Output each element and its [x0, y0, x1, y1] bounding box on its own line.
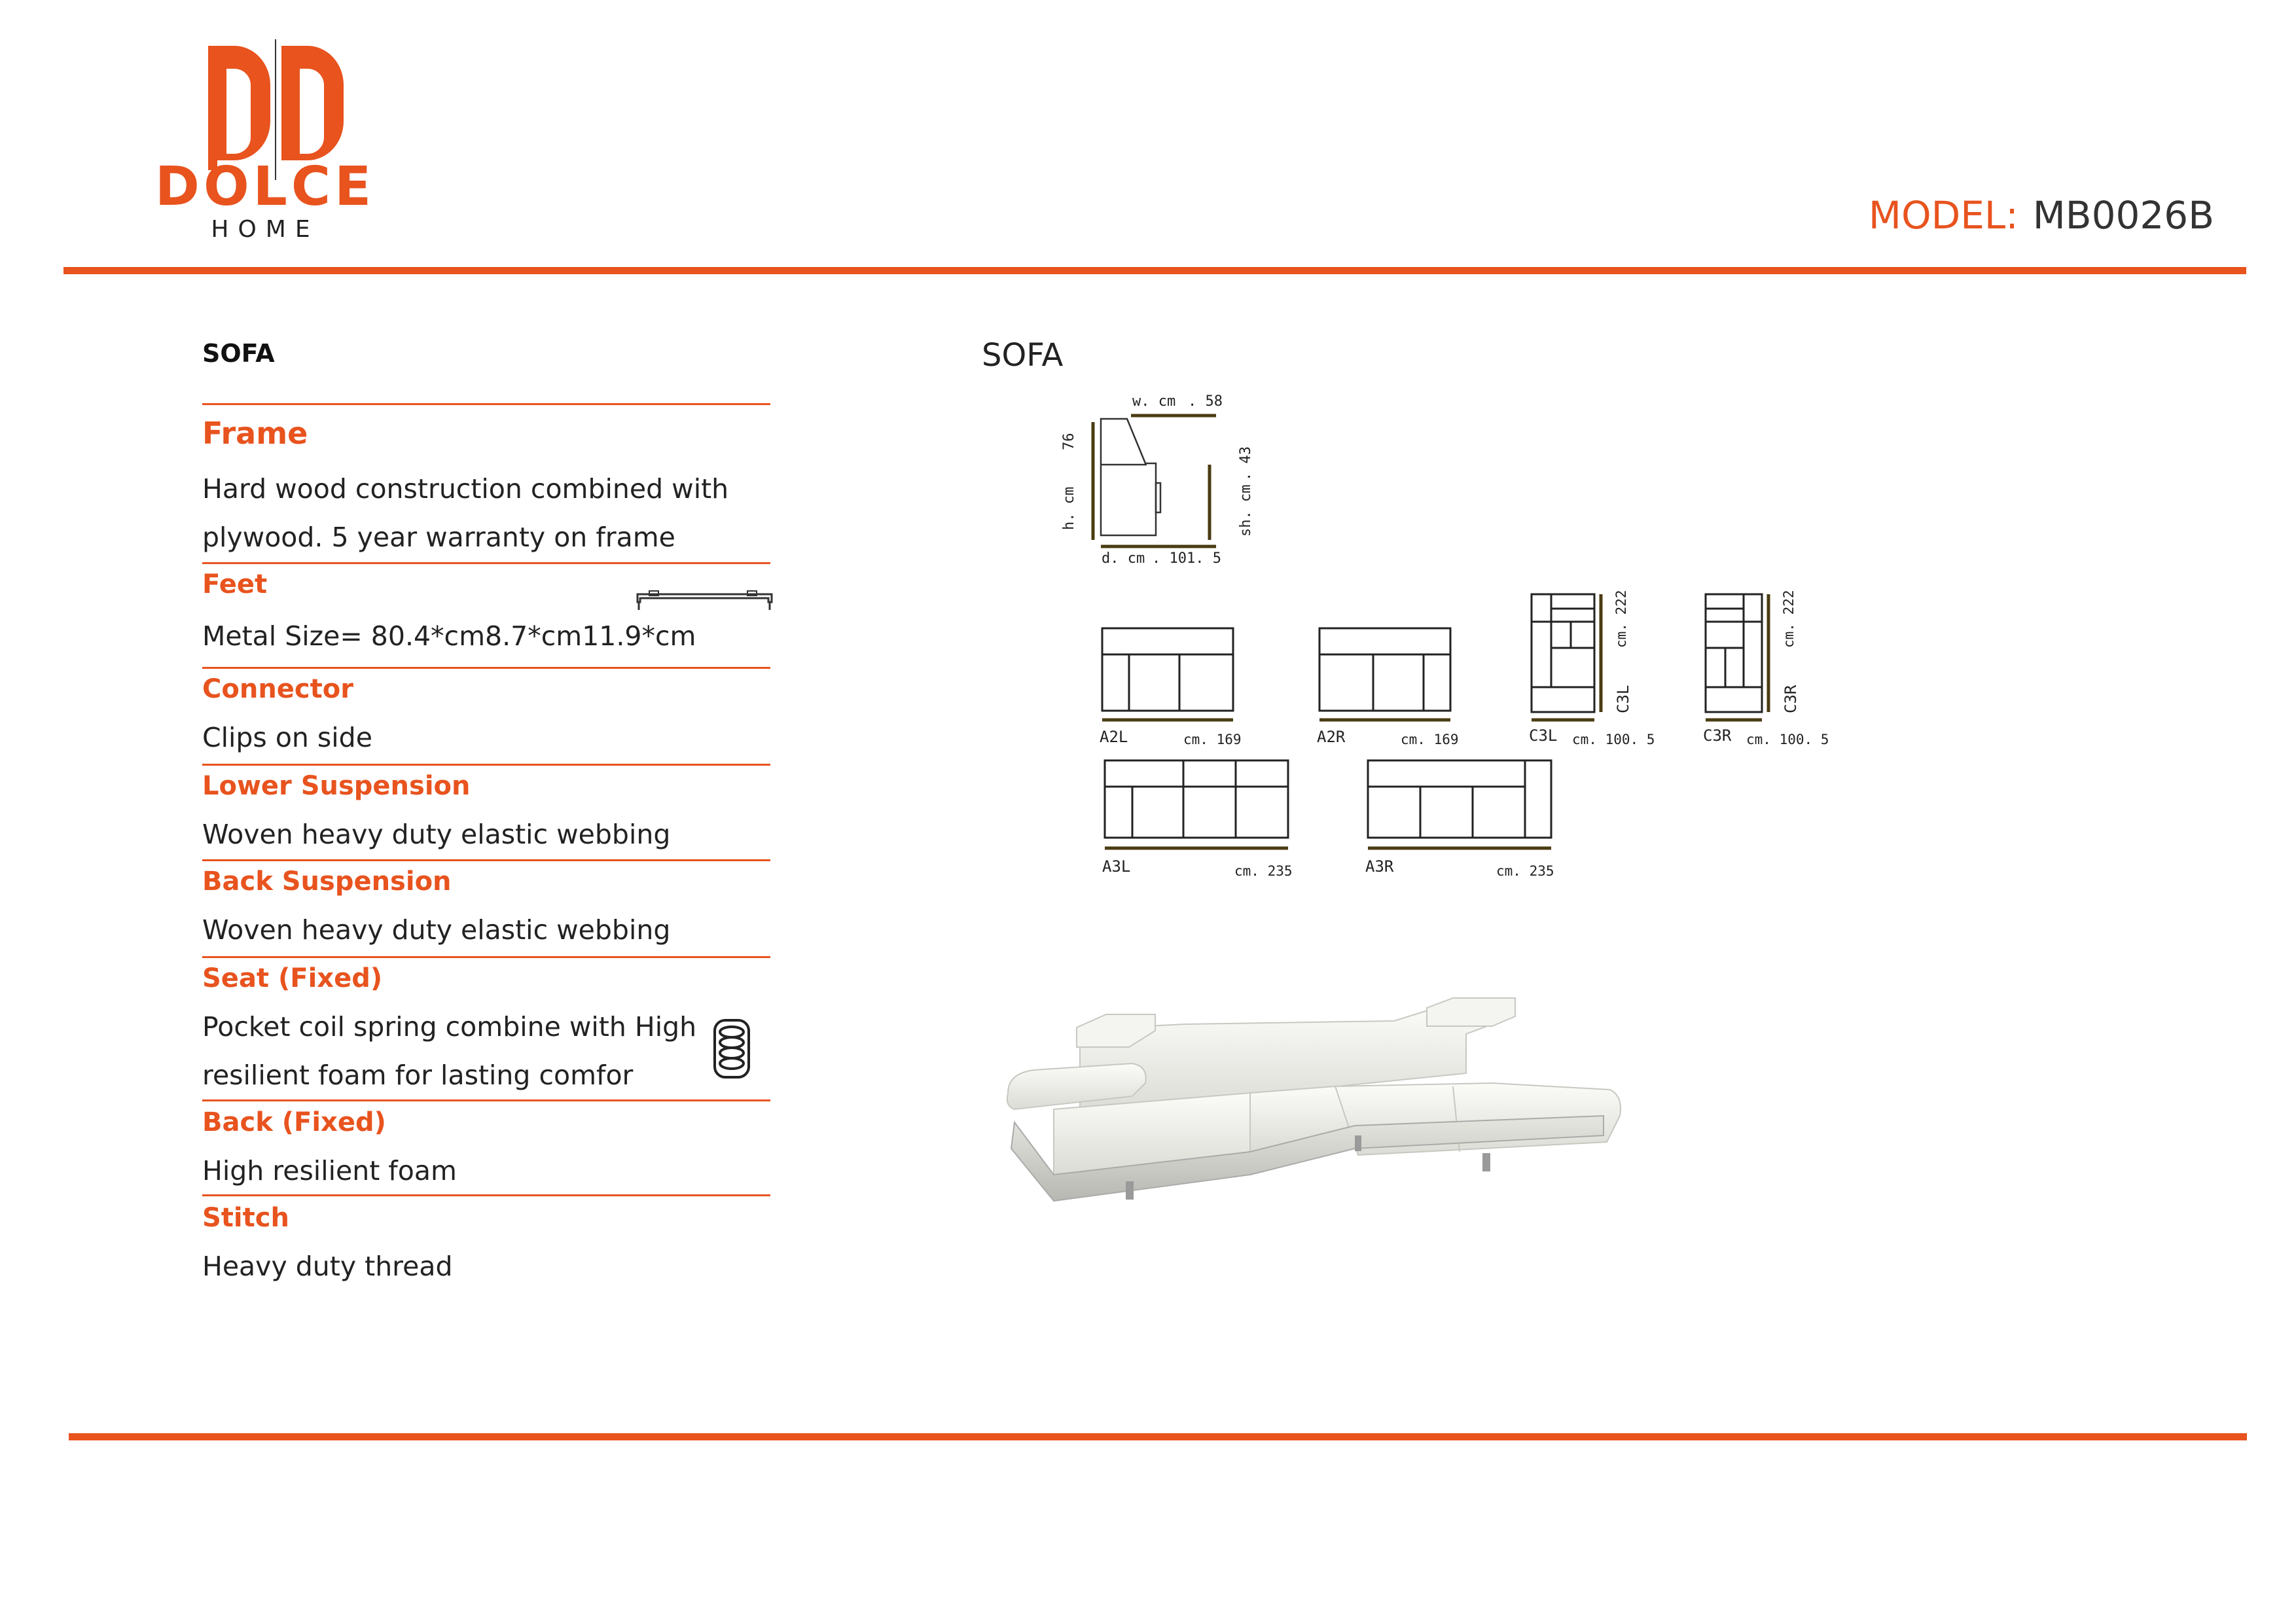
- sectional-sofa-photo: [1001, 995, 1630, 1257]
- dimension-lines: [1093, 416, 1216, 546]
- spec-text-back-suspension: Woven heavy duty elastic webbing: [202, 914, 671, 946]
- model-line: [1869, 193, 2214, 238]
- module-code-a2l: A2L: [1100, 728, 1128, 746]
- module-size-c3r: cm. 100. 5: [1746, 732, 1829, 747]
- module-code-c3l: C3L: [1529, 726, 1558, 745]
- module-code-a2r: A2R: [1317, 728, 1346, 746]
- dim-seat-height-label: sh. cm: [1238, 484, 1254, 537]
- header-divider: [63, 267, 2246, 274]
- brand-subtitle: HOME: [211, 216, 319, 243]
- dim-depth-value: . 101. 5: [1152, 550, 1221, 567]
- module-size-a2l: cm. 169: [1183, 732, 1242, 747]
- spec-text-frame-1: Hard wood construction combined with: [202, 473, 729, 505]
- dim-depth-label: d. cm: [1102, 550, 1145, 567]
- module-code-c3l-vertical: C3L: [1614, 685, 1632, 713]
- dim-width-value: . 58: [1188, 393, 1223, 410]
- spec-divider: [202, 956, 770, 958]
- model-label: MODEL:: [1868, 193, 2018, 238]
- module-code-a3r: A3R: [1365, 857, 1394, 876]
- module-a2l-drawing: [1102, 628, 1233, 711]
- metal-foot-icon: [635, 589, 776, 616]
- spec-heading-back: Back (Fixed): [202, 1107, 386, 1137]
- module-dimension-diagram: [1034, 366, 1859, 890]
- model-value: MB0026B: [2032, 193, 2214, 238]
- spec-text-lower-suspension: Woven heavy duty elastic webbing: [202, 819, 671, 850]
- spec-divider: [202, 403, 770, 405]
- footer-divider: [69, 1433, 2247, 1440]
- spec-text-stitch: Heavy duty thread: [202, 1251, 453, 1282]
- spec-divider: [202, 1194, 770, 1196]
- module-a2r-drawing: [1319, 628, 1450, 711]
- spec-heading-connector: Connector: [202, 674, 353, 704]
- spec-text-connector: Clips on side: [202, 722, 372, 753]
- spec-heading-seat: Seat (Fixed): [202, 963, 383, 993]
- spec-section-title: SOFA: [202, 339, 275, 368]
- module-size-a3r: cm. 235: [1496, 863, 1554, 879]
- spec-divider: [202, 859, 770, 861]
- dim-seat-height-value: . 43: [1238, 446, 1254, 481]
- spec-heading-frame: Frame: [202, 416, 308, 451]
- module-size-a3l: cm. 235: [1234, 863, 1293, 879]
- diagram-section-title: SOFA: [982, 337, 1064, 374]
- spec-text-seat-2: resilient foam for lasting comfor: [202, 1060, 634, 1091]
- spec-divider: [202, 667, 770, 669]
- spec-heading-back-suspension: Back Suspension: [202, 866, 452, 897]
- module-size-a2r: cm. 169: [1401, 732, 1459, 747]
- module-code-c3r: C3R: [1703, 726, 1732, 745]
- spec-text-back: High resilient foam: [202, 1155, 457, 1186]
- spec-heading-feet: Feet: [202, 569, 268, 599]
- module-code-a3l: A3L: [1102, 857, 1131, 876]
- spec-divider: [202, 764, 770, 766]
- module-depth-c3r: cm. 222: [1781, 590, 1797, 648]
- module-c3r-drawing: [1706, 594, 1762, 712]
- spec-heading-lower-suspension: Lower Suspension: [202, 771, 471, 801]
- spec-text-feet: Metal Size= 80.4*cm8.7*cm11.9*cm: [202, 620, 696, 652]
- module-size-c3l: cm. 100. 5: [1572, 732, 1655, 747]
- module-code-c3r-vertical: C3R: [1782, 685, 1800, 713]
- spec-divider: [202, 562, 770, 564]
- spec-text-frame-2: plywood. 5 year warranty on frame: [202, 522, 675, 553]
- module-a3l-drawing: [1105, 760, 1288, 838]
- side-profile-drawing: [1101, 419, 1160, 535]
- module-c3l-drawing: [1532, 594, 1594, 712]
- module-a3r-drawing: [1368, 760, 1551, 838]
- spec-text-seat-1: Pocket coil spring combine with High: [202, 1011, 697, 1043]
- brand-name: DOLCE: [154, 156, 376, 218]
- spec-heading-stitch: Stitch: [202, 1203, 289, 1233]
- coil-spring-icon: [712, 1018, 751, 1080]
- dim-height-value: 76: [1061, 433, 1077, 450]
- module-depth-c3l: cm. 222: [1613, 590, 1629, 648]
- dim-width-label: w. cm: [1132, 393, 1176, 410]
- dim-height-label: h. cm: [1061, 486, 1077, 530]
- spec-divider: [202, 1099, 770, 1101]
